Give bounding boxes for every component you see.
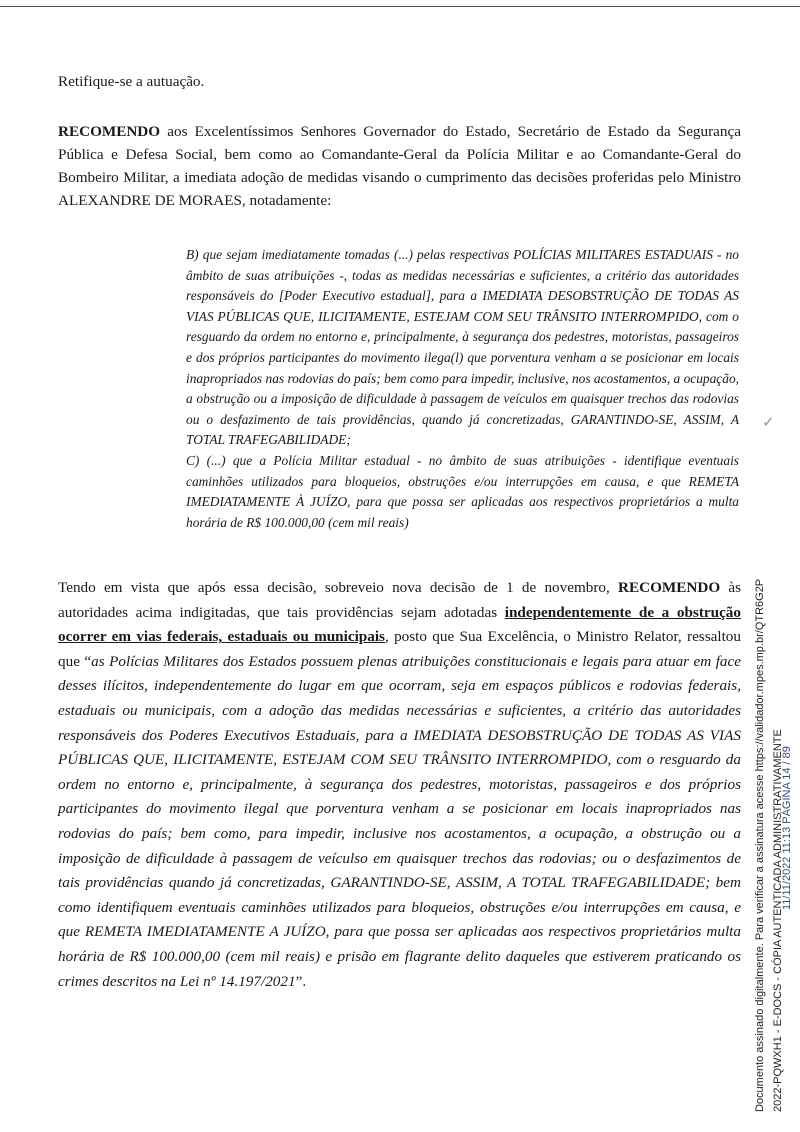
date-page-stamp: 11/11/2022 11:13 PÁGINA 14 / 89: [781, 746, 793, 910]
signature-mark-icon: ✓: [762, 413, 775, 431]
paragraph-recomendo-text: aos Excelentíssimos Senhores Governador do Estado, Secretário de Estado da Segurança Pública e Defesa Social, bem como ao Comandante-Geral da Polícia Militar e ao Comandante-Geral do Bombeiro Militar, a imediata adoção de medidas visando o cumprimento das decisões proferidas pelo Ministro ALEXANDRE DE MORAES, notadamente:: [58, 123, 741, 209]
decision-quote: [186, 245, 739, 533]
recomendo-lead: RECOMENDO: [58, 123, 161, 140]
paragraph-recomendo: [58, 120, 741, 212]
quote-item-b: B) que sejam imediatamente tomadas (...) pelas respectivas POLÍCIAS MILITARES ESTADUAIS - no âmbito de suas atribuições -, todas as medidas necessárias e suficientes, a critério das autoridades responsáveis do [Poder Executivo estadual], para a IMEDIATA DESOBSTRUÇÃO DE TODAS AS VIAS PÚBLICAS QUE, ILICITAMENTE, ESTEJAM COM SEU TRÂNSITO INTERROMPIDO, com o resguardo da ordem no entorno e, principalmente, à segurança dos pedestres, motoristas, passageiros e dos próprios participantes do movimento ilega(l) que porventura venham a se posicionar em locais inapropriados nas rodovias do país; bem como para impedir, inclusive, nos acostamentos, a ocupação, a obstrução ou a imposição de dificuldade à passagem de veículos em quaisquer trechos das rodovias ou o desfazimento de tais providências, quando já concretizadas, GARANTINDO-SE, ASSIM, A TOTAL TRAFEGABILIDADE;: [186, 247, 739, 448]
signature-verification-note: Documento assinado digitalmente. Para verificar a assinatura acesse https://validador.mpes.mp.br/QTR6G2P: [754, 578, 766, 1112]
top-rule: [0, 6, 800, 7]
paragraph3-part3: , posto que Sua Excelência, o Ministro Relator, ressaltou que “: [58, 628, 741, 670]
edocs-authentication-note: 2022-PQWXH1 - E-DOCS - CÓPIA AUTENTICADA ADMINISTRATIVAMENTE: [772, 729, 784, 1112]
paragraph-new-decision: [58, 576, 741, 994]
minister-citation: as Polícias Militares dos Estados possuem plenas atribuições constitucionais e legais para atuar em face desses ilícitos, independentemente do lugar em que ocorram, seja em espaços públicos e rodovias federais, estaduais ou municipais, com a adoção das medidas necessárias e suficientes, a critério das autoridades responsáveis dos Poderes Executivos Estaduais, para a IMEDIATA DESOBSTRUÇÃO DE TODAS AS VIAS PÚBLICAS QUE, ILICITAMENTE, ESTEJAM COM SEU TRÂNSITO INTERROMPIDO, com o resguardo da ordem no entorno e, principalmente, à segurança dos pedestres, motoristas, passageiros e dos próprios participantes do movimento ilegal que porventura venham a se posicionar em locais inapropriados nas rodovias do país; bem como, para impedir, inclusive nos acostamentos, a ocupação, a obstrução ou a imposição de dificuldade à passagem de veículso em quaisquer trechos das rodovias; ou o desfazimentos de tais providências quando já concretizadas, GARANTINDO-SE, ASSIM, A TOTAL TRAFEGABILIDADE; bem como identifiquem eventuais caminhões utilizados para bloqueios, obstruções e/ou interrupções em causa, e que REMETA IMEDIATAMENTE A JUÍZO, para que possa ser aplicadas aos respectivos proprietários multa horária de R$ 100.000,00 (cem mil reais) e prisão em flagrante delito daqueles que estiverem praticando os crimes descritos na Lei nº 14.197/2021: [58, 652, 742, 990]
underlined-emphasis: independentemente de a obstrução ocorrer em vias federais, estaduais ou municipais: [58, 603, 741, 646]
quote-item-c: C) (...) que a Polícia Militar estadual - no âmbito de suas atribuições - identifique eventuais caminhões utilizados para bloqueios, obstruções e/ou interrupções em causa, e que REMETA IMEDIATAMENTE À JUÍZO, para que possa ser aplicadas aos respectivos proprietários a multa horária de R$ 100.000,00 (cem mil reais): [186, 452, 739, 530]
paragraph3-part1: Tendo em vista que após essa decisão, sobreveio nova decisão de 1 de novembro,: [58, 579, 619, 596]
paragraph-retifique: Retifique-se a autuação.: [58, 73, 205, 90]
recomendo-lead-2: RECOMENDO: [618, 579, 721, 596]
paragraph3-part2: às autoridades acima indigitadas, que tais providências sejam adotadas: [58, 579, 741, 621]
paragraph3-closing: ”.: [295, 972, 307, 990]
